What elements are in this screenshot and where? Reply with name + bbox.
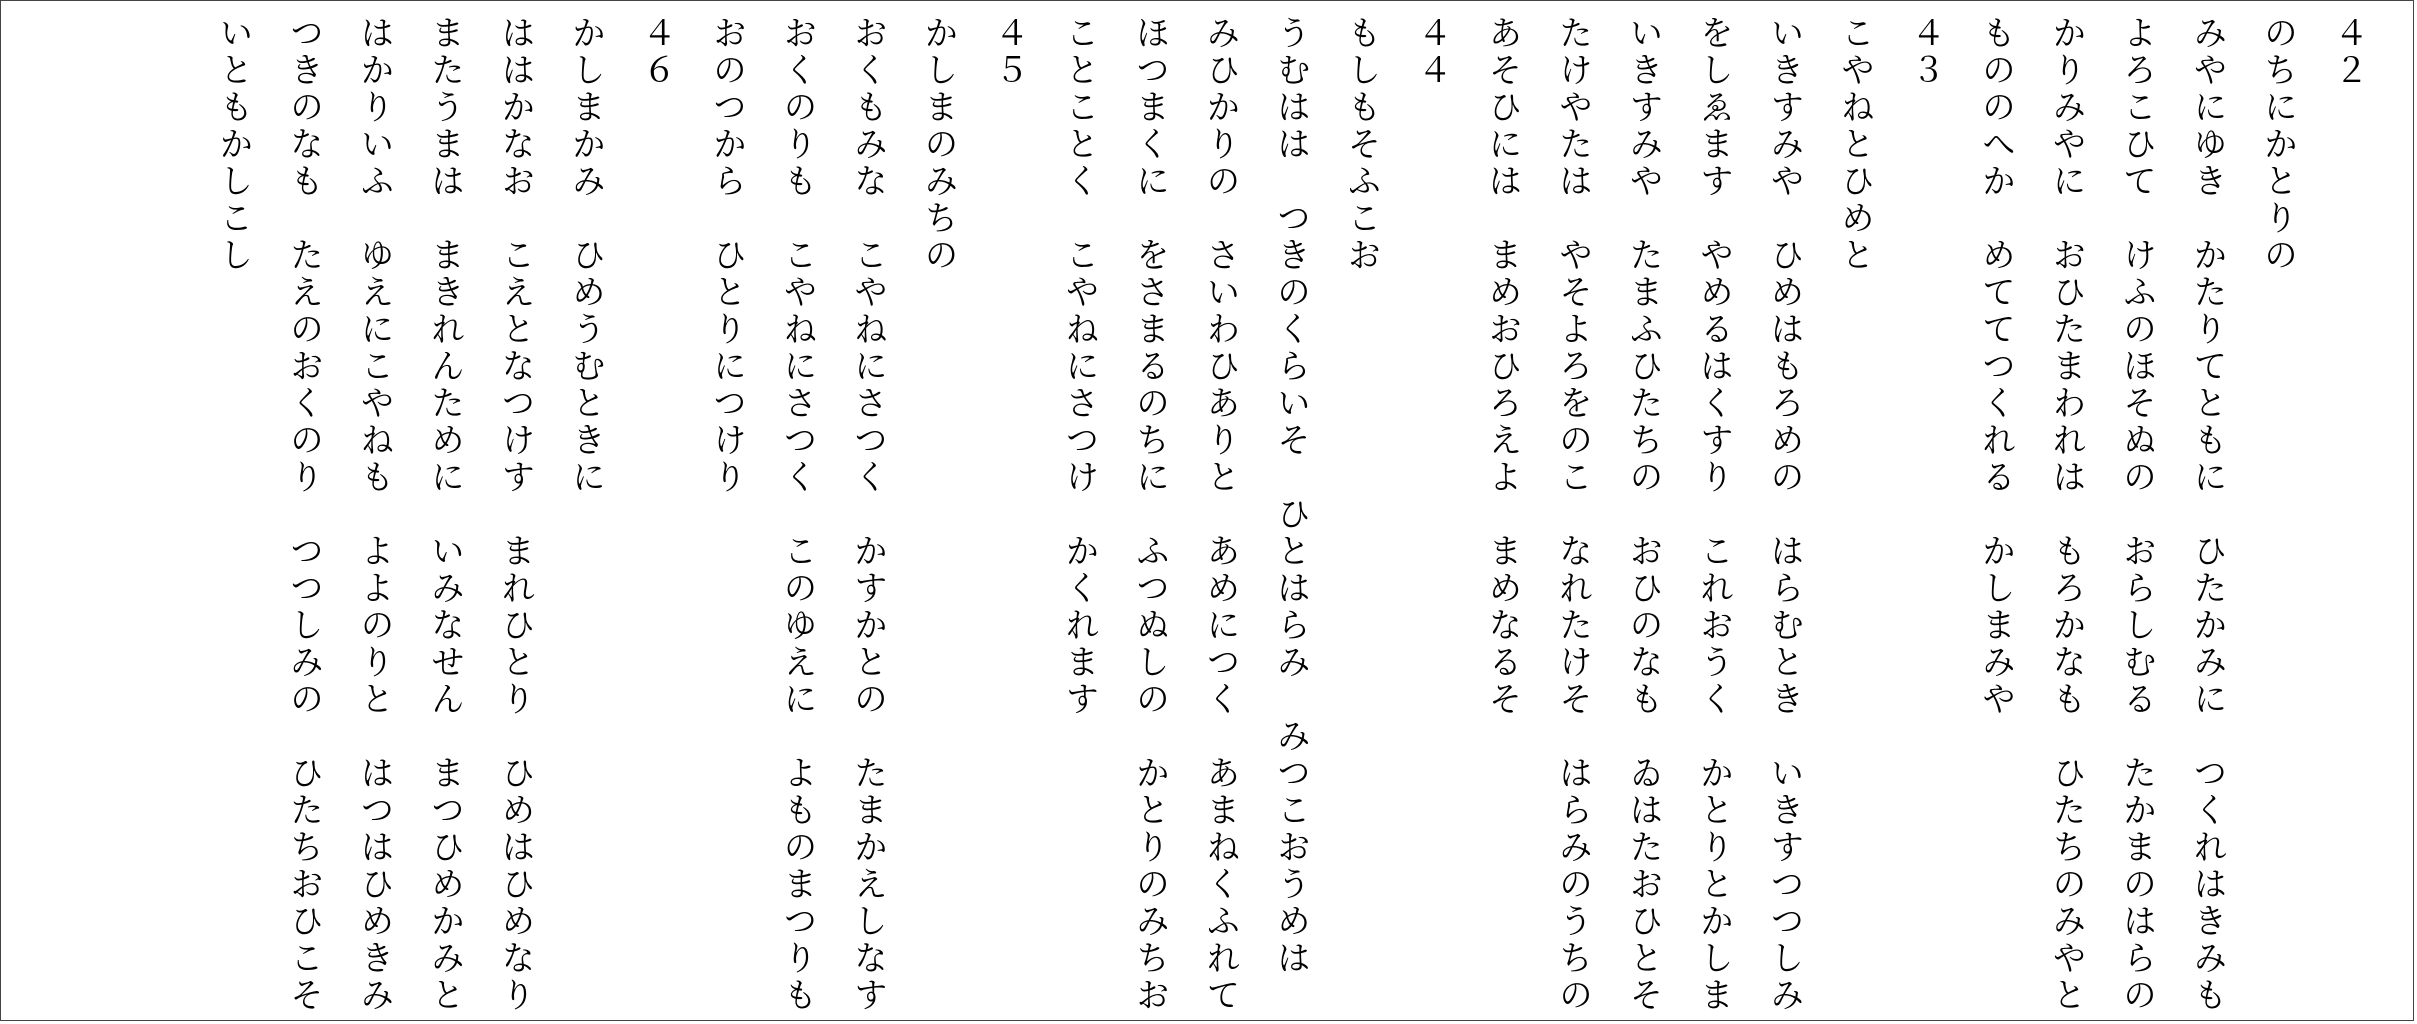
- text-line: いともかしこし: [213, 15, 253, 274]
- vertical-text-body: [198, 15, 2384, 1015]
- text-line: もしもそふこお: [1341, 15, 1381, 274]
- text-line: よろこひて けふのほそぬの おらしむる たかまのはらの: [2116, 15, 2157, 1014]
- verse-number-46: ４６: [636, 15, 676, 89]
- text-line: こやねとひめと: [1834, 15, 1875, 274]
- text-line: いきすみや たまふひたちの おひのなも ゐはたおひとそ: [1623, 15, 1663, 1014]
- text-line: おくのりも こやねにさつく このゆえに よものまつりも: [777, 15, 817, 1014]
- text-line: おのつから ひとりにつけり: [706, 15, 747, 496]
- text-line: たけやたは やそよろをのこ なれたけそ はらみのうちの: [1552, 15, 1593, 1014]
- text-line: をしゑます やめるはくすり これおうく かとりとかしま: [1693, 15, 1734, 1014]
- text-line: おくもみな こやねにさつく かすかとの たまかえしなす: [847, 15, 888, 1014]
- text-line: かしまのみちの: [918, 15, 958, 274]
- text-line: またうまは まきれんために いみなせん まつひめかみと: [424, 15, 465, 1014]
- verse-number-45: ４５: [988, 15, 1029, 89]
- verse-number-42: ４２: [2328, 15, 2368, 89]
- text-line: あそひには まめおひろえよ まめなるそ: [1482, 15, 1522, 718]
- text-line: ははかなお こえとなつけす まれひとり ひめはひめなり: [495, 15, 535, 1014]
- text-line: うむはは つきのくらいそ ひとはらみ みつこおうめは: [1270, 15, 1311, 977]
- verse-number-44: ４４: [1411, 15, 1452, 89]
- text-line: みやにゆき かたりてともに ひたかみに つくれはきみも: [2187, 15, 2227, 1014]
- text-line: かしまかみ ひめうむときに: [565, 15, 606, 496]
- text-line: ほつまくに をさまるのちに ふつぬしの かとりのみちお: [1129, 15, 1170, 1014]
- text-line: つきのなも たえのおくのり つつしみの ひたちおひこそ: [283, 15, 324, 1014]
- text-line: もののへか めててつくれる かしまみや: [1975, 15, 2016, 718]
- text-line: みひかりの さいわひありと あめにつく あまねくふれて: [1200, 15, 1240, 1014]
- text-line: はかりいふ ゆえにこやねも よよのりと はつはひめきみ: [354, 15, 394, 1014]
- text-line: いきすみや ひめはもろめの はらむとき いきすつつしみ: [1764, 15, 1804, 1014]
- text-line: かりみやに おひたまわれは もろかなも ひたちのみやと: [2046, 15, 2086, 1014]
- text-line: のちにかとりの: [2257, 15, 2298, 274]
- verse-number-43: ４３: [1905, 15, 1945, 89]
- text-line: ことことく こやねにさつけ かくれます: [1059, 15, 1099, 718]
